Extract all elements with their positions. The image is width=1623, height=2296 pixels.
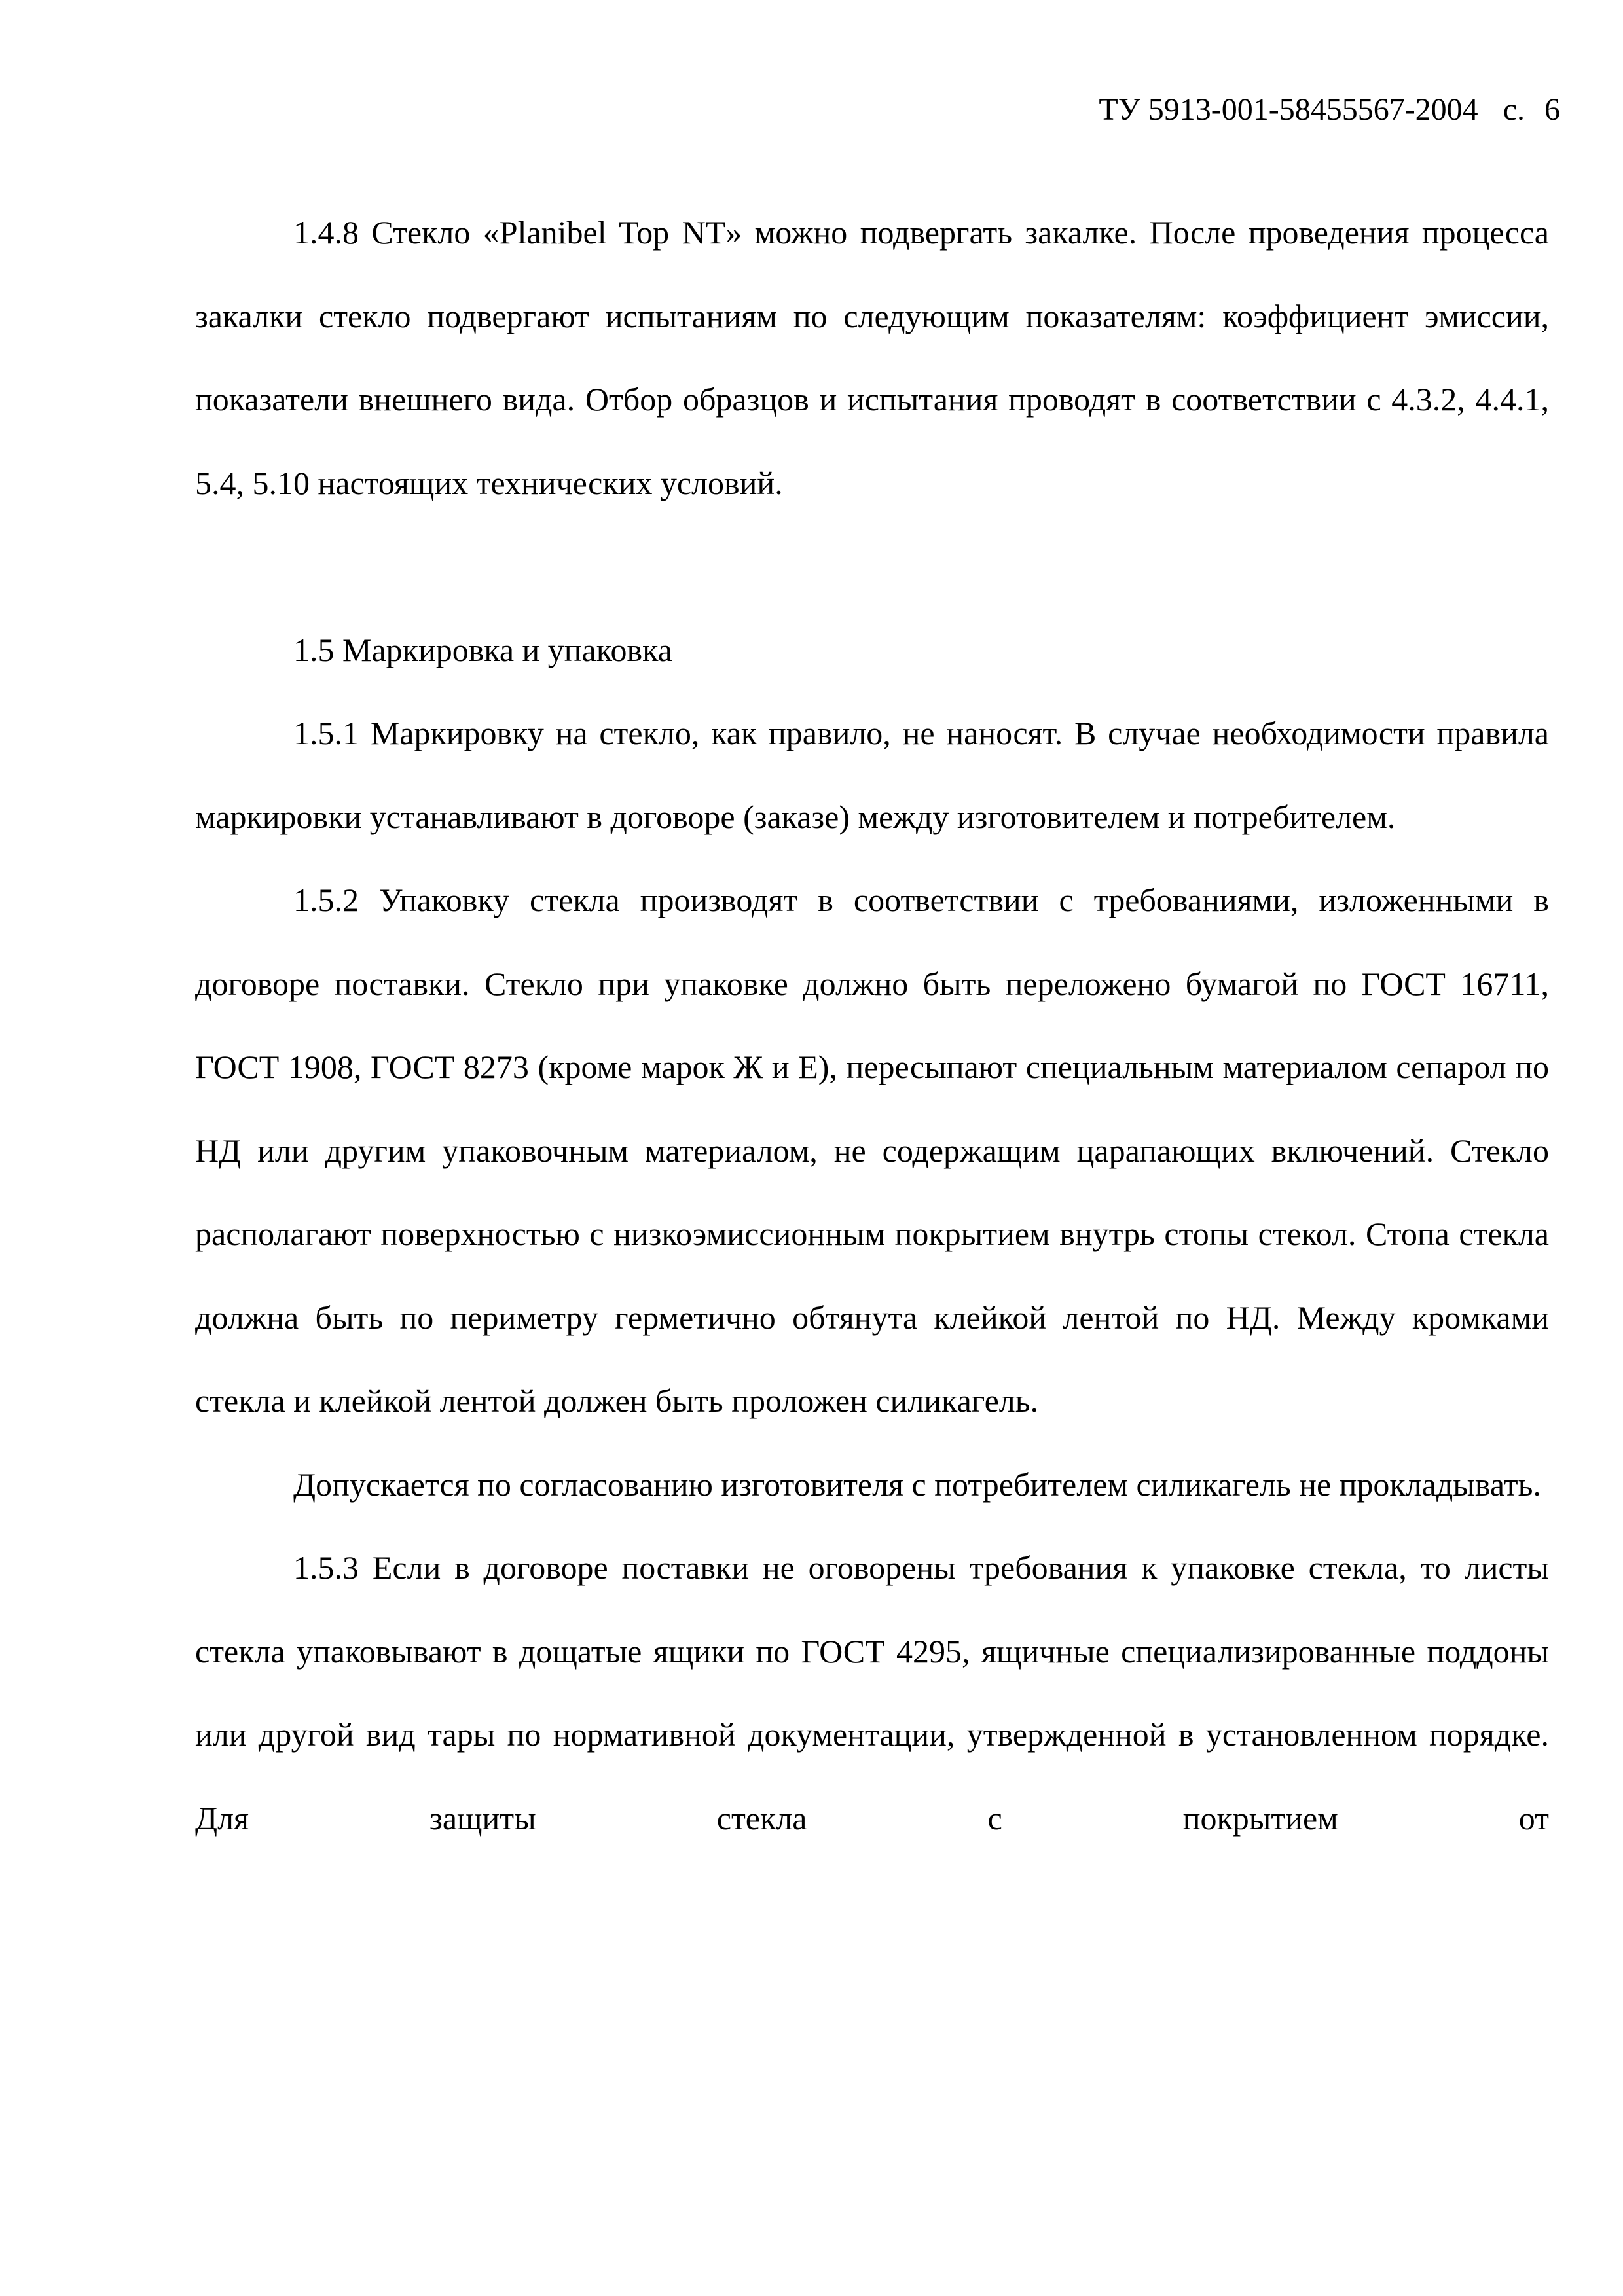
paragraph-1-5-2: 1.5.2 Упаковку стекла производят в соответствии с требованиями, изложенными в договоре поставки. Стекло при упаковке должно быть переложено бумагой по ГОСТ 16711, ГОСТ 1908, ГОСТ 8273 (кроме марок Ж и Е), пересыпают специальным материалом сепарол по НД или другим упаковочным материалом, не содержащим царапающих включений. Стекло располагают поверхностью с низкоэмиссионным покрытием внутрь стопы стекол. Стопа стекла должна быть по периметру герметично обтянута клейкой лентой по НД. Между кромками стекла и клейкой лентой должен быть проложен силикагель. [195,882,1549,1419]
paragraph-1-4-8: 1.4.8 Стекло «Planibel Top NT» можно подвергать закалке. После проведения процесса закалки стекло подвергают испытаниям по следующим показателям: коэффициент эмиссии, показатели внешнего вида. Отбор образцов и испытания проводят в соответствии с 4.3.2, 4.4.1, 5.4, 5.10 настоящих технических условий. [195,214,1549,501]
document-body [195,191,1549,1860]
paragraph-1-5-1: 1.5.1 Маркировку на стекло, как правило, не наносят. В случае необходимости правила маркировки устанавливают в договоре (заказе) между изготовителем и потребителем. [195,715,1549,835]
section-heading-1-5: 1.5 Маркировка и упаковка [293,631,672,668]
page-number: 6 [1544,92,1560,127]
section-spacer [195,525,1549,609]
page-prefix: с. [1503,92,1525,127]
paragraph-1-5-3: 1.5.3 Если в договоре поставки не оговорены требования к упаковке стекла, то листы стекла упаковывают в дощатые ящики по ГОСТ 4295, ящичные специализированные поддоны или другой вид тары по нормативной документации, утвержденной в установленном порядке. Для защиты стекла с покрытием от [195,1549,1549,1837]
document-code: ТУ 5913-001-58455567-2004 [1099,92,1478,127]
paragraph-allowance: Допускается по согласованию изготовителя с потребителем силикагель не прокладывать. [293,1465,1541,1503]
page-header [1099,90,1560,130]
